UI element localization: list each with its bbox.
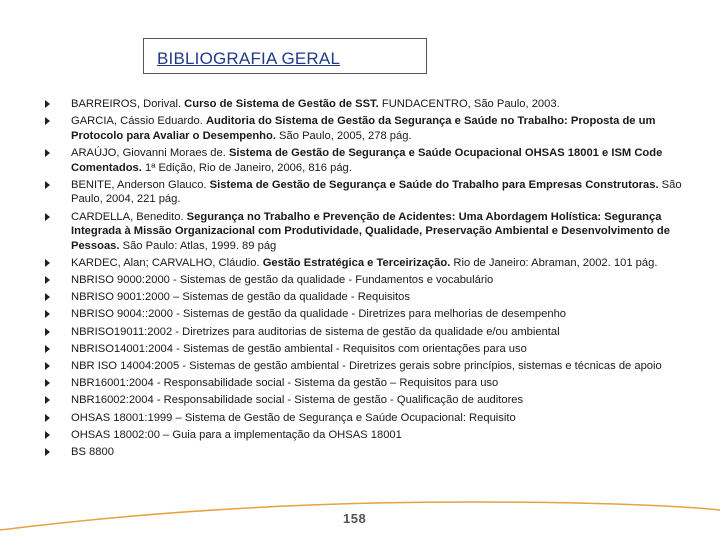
entry-publication: Rio de Janeiro: Abraman, 2002. 101 pág.: [450, 256, 658, 269]
entry-title: Segurança no Trabalho e Prevenção de Acidentes: Uma Abordagem Holística: Segurança Integrada à Missão Organizacional com Produtividade, Qualidade, Preservação Ambiental e Desenvolvimento de Pessoas.: [71, 210, 670, 252]
bibliography-list: [45, 97, 685, 462]
entry-author: OHSAS 18002:00 – Guia para a implementação da OHSAS 18001: [71, 428, 402, 441]
bibliography-entry: [45, 256, 685, 271]
bullet-arrow-icon: [45, 379, 50, 387]
bibliography-entry: [45, 178, 685, 207]
bullet-arrow-icon: [45, 310, 50, 318]
bullet-arrow-icon: [45, 213, 50, 221]
entry-title: Sistema de Gestão de Segurança e Saúde do Trabalho para Empresas Construtoras.: [209, 178, 659, 191]
bullet-arrow-icon: [45, 431, 50, 439]
bullet-arrow-icon: [45, 362, 50, 370]
bibliography-entry: [45, 342, 685, 357]
entry-author: KARDEC, Alan; CARVALHO, Cláudio.: [71, 256, 263, 269]
entry-publication: São Paulo, 2004, 221 pág.: [71, 178, 682, 206]
bibliography-entry: [45, 290, 685, 305]
entry-publication: 1ª Edição, Rio de Janeiro, 2006, 816 pág.: [141, 161, 352, 174]
entry-author: NBRISO 9004::2000 - Sistemas de gestão da qualidade - Diretrizes para melhorias de desempenho: [71, 308, 567, 321]
entry-title: Auditoria do Sistema de Gestão da Segurança e Saúde no Trabalho: Proposta de um Protocolo para Avaliar o Desempenho.: [71, 115, 656, 142]
bibliography-entry: [45, 325, 685, 340]
title-box: [143, 38, 427, 74]
bullet-arrow-icon: [45, 117, 50, 125]
bullet-arrow-icon: [45, 181, 50, 189]
bibliography-entry: [45, 411, 685, 426]
bibliography-entry: [45, 428, 685, 443]
entry-author: BARREIROS, Dorival.: [71, 98, 185, 110]
entry-author: ARAÚJO, Giovanni Moraes de.: [71, 146, 229, 159]
bibliography-entry: [45, 97, 685, 112]
bullet-arrow-icon: [45, 328, 50, 336]
entry-author: NBR16002:2004 - Responsabilidade social - Sistema de gestão - Qualificação de auditores: [71, 394, 524, 407]
entry-publication: São Paulo: Atlas, 1999. 89 pág: [119, 239, 277, 252]
entry-author: GARCIA, Cássio Eduardo.: [71, 115, 206, 128]
bibliography-entry: [45, 273, 685, 288]
entry-title: Gestão Estratégica e Terceirização.: [262, 256, 451, 269]
bullet-arrow-icon: [45, 396, 50, 404]
entry-author: NBRISO 9001:2000 – Sistemas de gestão da qualidade - Requisitos: [71, 291, 410, 304]
entry-author: NBRISO19011:2002 - Diretrizes para auditorias de sistema de gestão da qualidade e/ou ambiental: [71, 325, 560, 338]
bullet-arrow-icon: [45, 448, 50, 456]
entry-author: BENITE, Anderson Glauco.: [71, 178, 210, 191]
entry-author: NBRISO 9000:2000 - Sistemas de gestão da qualidade - Fundamentos e vocabulário: [71, 274, 494, 287]
bibliography-entry: [45, 210, 685, 254]
bullet-arrow-icon: [45, 276, 50, 284]
bibliography-entry: [45, 393, 685, 408]
bullet-arrow-icon: [45, 149, 50, 157]
bullet-arrow-icon: [45, 414, 50, 422]
bibliography-entry: [45, 146, 685, 175]
bibliography-entry: [45, 307, 685, 322]
entry-author: CARDELLA, Benedito.: [71, 210, 187, 223]
bibliography-entry: [45, 445, 685, 460]
entry-title: Curso de Sistema de Gestão de SST.: [184, 98, 379, 110]
page-title: BIBLIOGRAFIA GERAL: [157, 49, 341, 68]
bullet-arrow-icon: [45, 100, 50, 108]
bullet-arrow-icon: [45, 259, 50, 267]
bibliography-entry: [45, 114, 685, 143]
entry-author: NBR16001:2004 - Responsabilidade social - Sistema da gestão – Requisitos para uso: [71, 377, 499, 390]
entry-author: NBRISO14001:2004 - Sistemas de gestão ambiental - Requisitos com orientações para uso: [71, 342, 527, 355]
bullet-arrow-icon: [45, 345, 50, 353]
entry-author: NBR ISO 14004:2005 - Sistemas de gestão ambiental - Diretrizes gerais sobre princípios, sistemas e técnicas de apoio: [71, 360, 662, 373]
page-number: 158: [343, 511, 367, 526]
bullet-arrow-icon: [45, 293, 50, 301]
bibliography-entry: [45, 359, 685, 374]
bibliography-entry: [45, 376, 685, 391]
entry-author: BS 8800: [71, 445, 114, 458]
entry-title: Sistema de Gestão de Segurança e Saúde Ocupacional OHSAS 18001 e ISM Code Comentados.: [71, 146, 663, 174]
entry-publication: São Paulo, 2005, 278 pág.: [275, 129, 412, 142]
entry-publication: FUNDACENTRO, São Paulo, 2003.: [378, 98, 560, 110]
entry-author: OHSAS 18001:1999 – Sistema de Gestão de Segurança e Saúde Ocupacional: Requisito: [71, 411, 516, 424]
